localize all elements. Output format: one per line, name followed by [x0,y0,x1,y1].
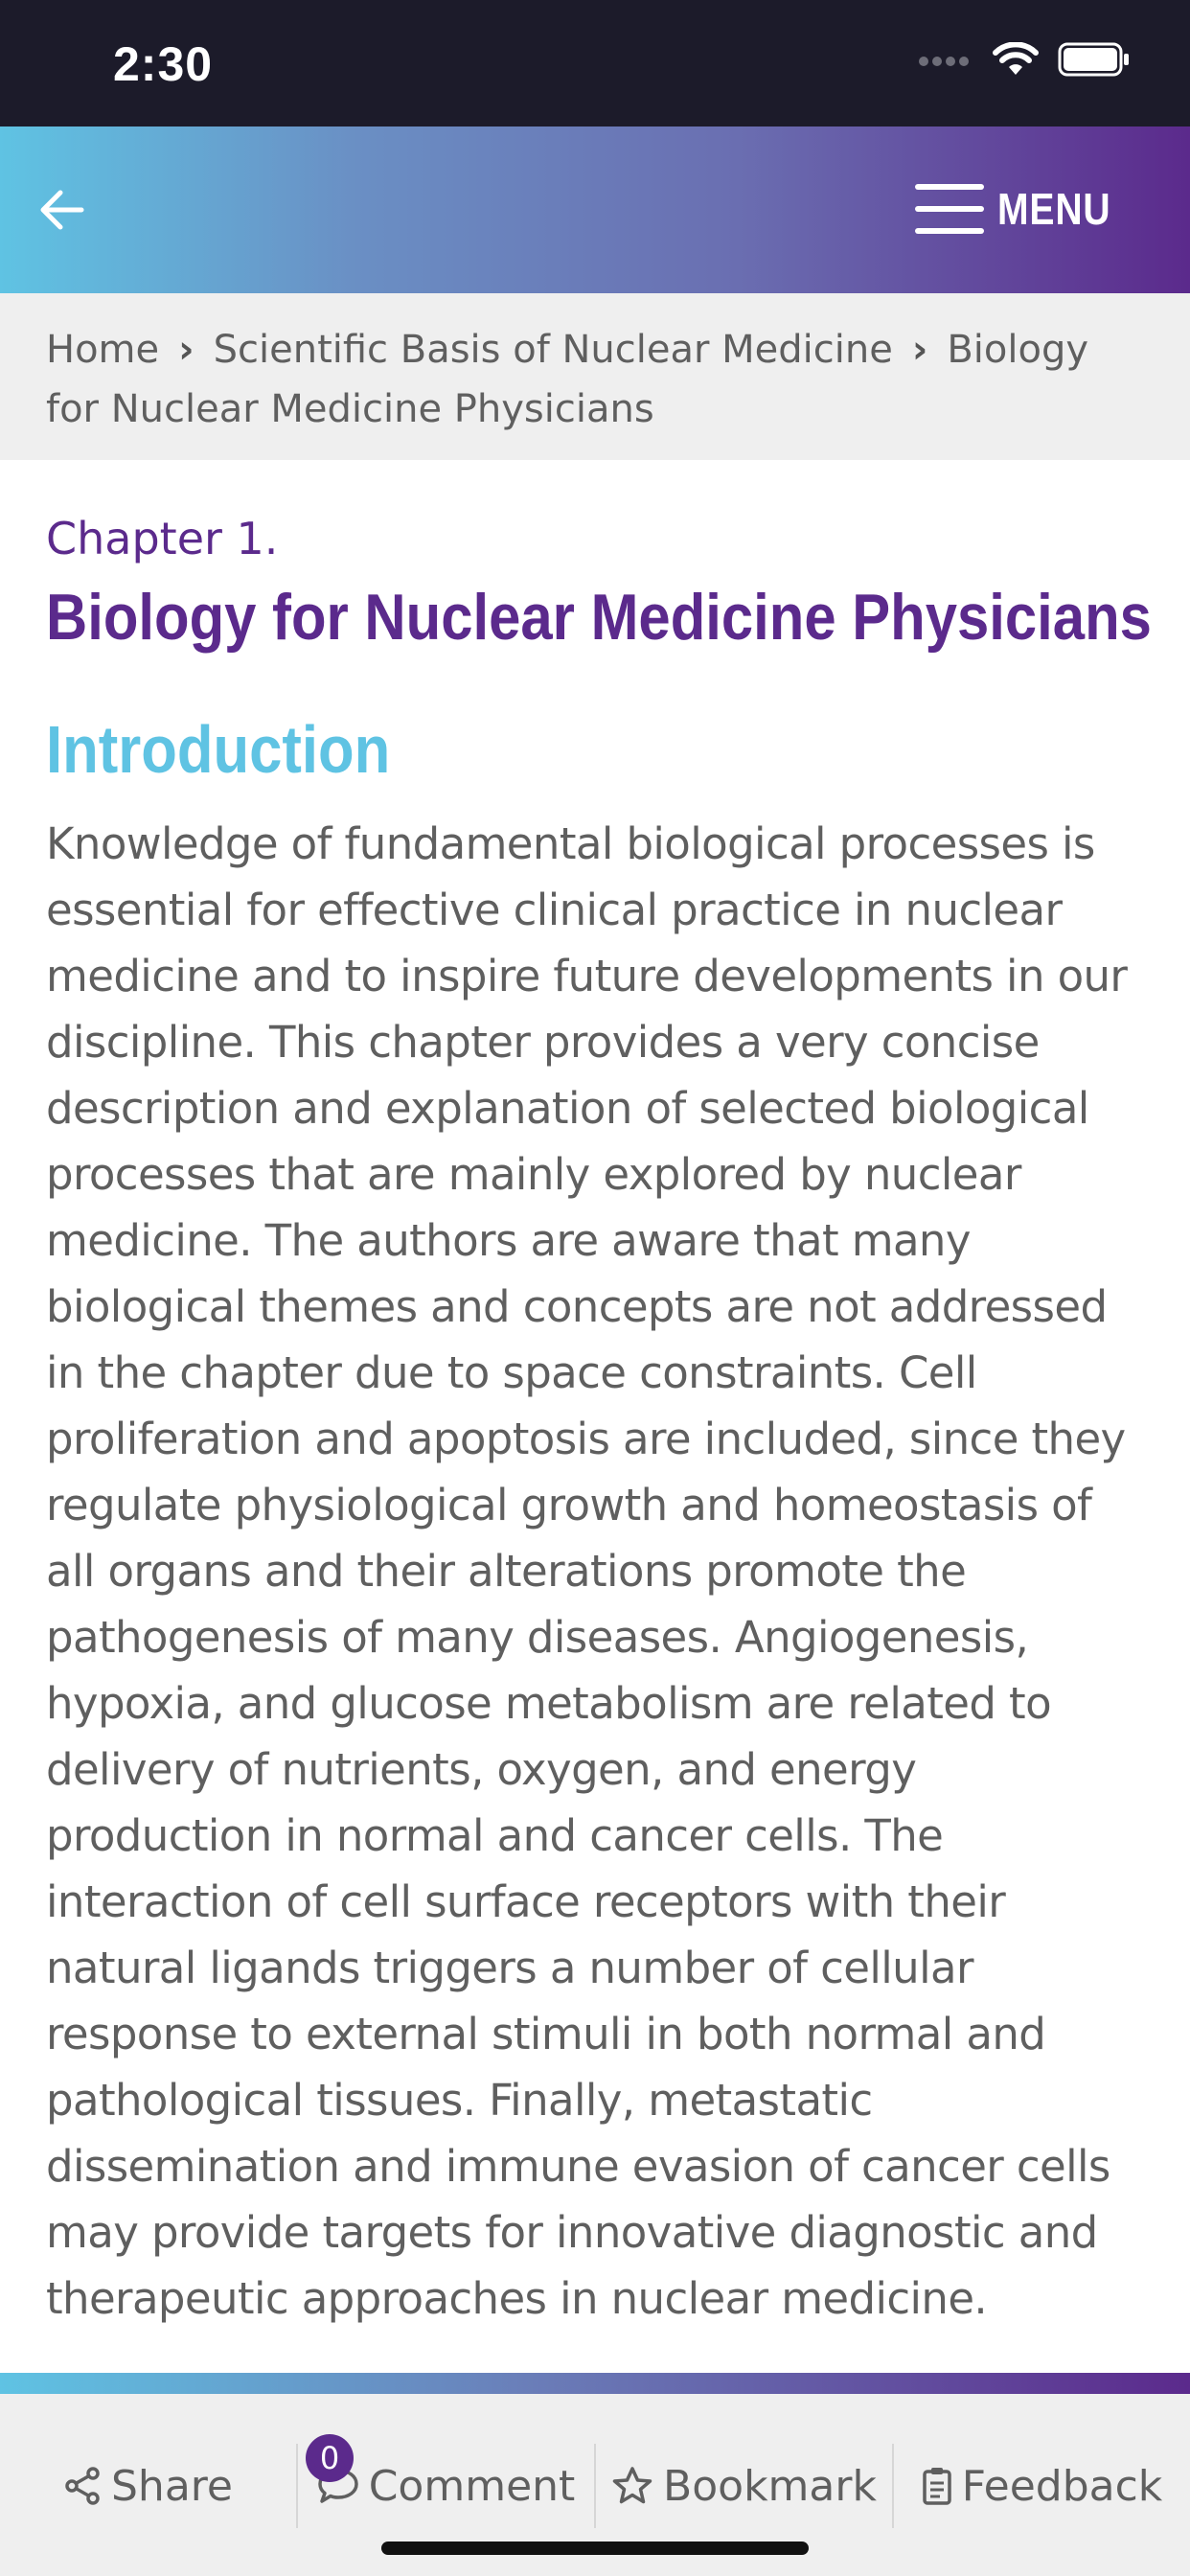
comment-label: Comment [368,2461,576,2511]
bookmark-button[interactable] [594,2444,892,2528]
share-icon [63,2466,102,2506]
chapter-title: Biology for Nuclear Medicine Physicians [46,581,1152,654]
menu-button[interactable] [915,182,1131,236]
chevron-right-icon: › [178,328,195,372]
menu-label: MENU [996,184,1111,234]
status-time: 2:30 [113,37,214,91]
wifi-icon [993,42,1039,77]
status-bar [0,0,1190,126]
status-icons [916,42,1131,77]
comment-button[interactable] [296,2440,594,2528]
star-icon [611,2466,653,2506]
breadcrumb-section[interactable]: Scientific Basis of Nuclear Medicine [213,328,893,372]
section-body: Knowledge of fundamental biological processes is essential for effective clinical practice in nuclear medicine and to inspire future developments in our discipline. This chapter provides a very concise description and explanation of selected biological processes that are mainly explored by nuclear medicine. The authors are aware that many biological themes and concepts are not addressed in the chapter due to space constraints. Cell proliferation and apoptosis are included, since they regulate physiological growth and homeostasis of all organs and their alterations promote the pathogenesis of many diseases. Angiogenesis, hypoxia, and glucose metabolism are related to delivery of nutrients, oxygen, and energy production in normal and cancer cells. The interaction of cell surface receptors with their natural ligands triggers a number of cellular response to external stimuli in both normal and pathological tissues. Finally, metastatic dissemination and immune evasion of cancer cells may provide targets for innovative diagnostic and therapeutic approaches in nuclear medicine. [46,818,1128,2324]
share-label: Share [111,2461,233,2511]
back-button[interactable] [29,176,96,243]
battery-icon [1058,42,1131,77]
home-indicator [381,2542,809,2555]
comment-count-badge: 0 [306,2434,354,2482]
hamburger-icon [915,182,984,236]
clipboard-icon [922,2466,952,2506]
chapter-content [46,508,1152,2332]
chapter-number: Chapter 1. [46,513,279,564]
breadcrumb [0,293,1190,460]
breadcrumb-current: Biology for Nuclear Medicine Physicians [46,328,1089,431]
app-header [0,126,1190,293]
signal-icon [916,50,973,69]
toolbar-divider [0,2373,1190,2394]
back-arrow-icon [39,189,85,231]
share-button[interactable] [0,2444,296,2528]
feedback-button[interactable] [892,2444,1190,2528]
chevron-right-icon: › [911,328,928,372]
feedback-label: Feedback [961,2461,1163,2511]
bookmark-label: Bookmark [663,2461,877,2511]
breadcrumb-home[interactable]: Home [46,328,160,372]
section-title: Introduction [46,712,391,787]
